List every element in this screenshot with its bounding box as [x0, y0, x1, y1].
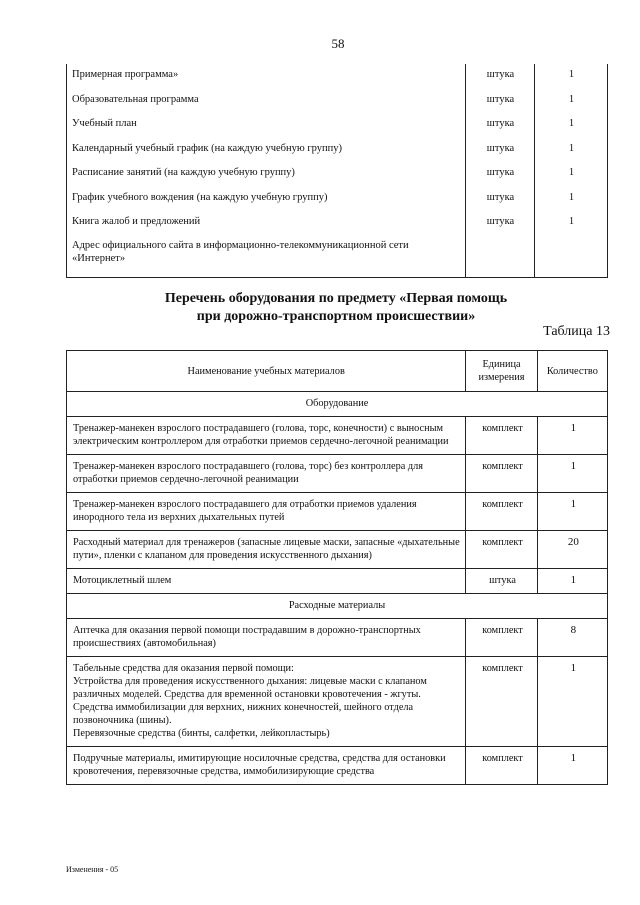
- item-qty: 1: [537, 493, 607, 531]
- item-qty: 1: [537, 747, 607, 785]
- item-qty: 1: [535, 113, 608, 138]
- item-name: Тренажер-манекен взрослого пострадавшего для отработки приемов удаления инородного тела из верхних дыхательных путей: [67, 493, 466, 531]
- item-name: Тренажер-манекен взрослого пострадавшего (голова, торс) без контроллера для отработки приемов сердечно-легочной реанимации: [67, 455, 466, 493]
- footer-note: Изменения - 05: [66, 865, 119, 874]
- item-name: [67, 657, 466, 747]
- section-title-line: при дорожно-транспортном происшествии»: [196, 309, 476, 324]
- table-row: [67, 64, 608, 89]
- table-row: [67, 493, 608, 531]
- item-name: Книга жалоб и предложений: [67, 211, 466, 236]
- page-number: 58: [331, 36, 345, 51]
- section-label: Расходные материалы: [67, 594, 608, 619]
- item-unit: комплект: [466, 417, 537, 455]
- item-unit: штука: [466, 113, 535, 138]
- item-unit: комплект: [466, 455, 537, 493]
- item-name: Примерная программа»: [67, 64, 466, 89]
- item-name: Учебный план: [67, 113, 466, 138]
- item-line: Средства иммобилизации для верхних, нижних конечностей, шейного отдела позвоночника (шины).: [73, 702, 414, 726]
- table-row: [67, 747, 608, 785]
- item-line: Табельные средства для оказания первой помощи:: [73, 663, 294, 674]
- section-title-line: Перечень оборудования по предмету «Первая помощь: [164, 291, 508, 306]
- documents-table: [66, 64, 608, 278]
- item-unit: комплект: [466, 531, 537, 569]
- equipment-table: [66, 350, 608, 785]
- header-qty: Количество: [537, 351, 607, 392]
- item-unit: комплект: [466, 619, 537, 657]
- item-qty: 1: [535, 64, 608, 89]
- item-name: Расходный материал для тренажеров (запасные лицевые маски, запасные «дыхательные пути», пленки с клапаном для проведения искусственного дыхания): [67, 531, 466, 569]
- item-qty: 1: [535, 138, 608, 163]
- item-unit: штука: [466, 187, 535, 212]
- item-unit: штука: [466, 64, 535, 89]
- table-row: [67, 417, 608, 455]
- item-name: Подручные материалы, имитирующие носилочные средства, средства для остановки кровотечения, перевязочные средства, иммобилизирующие средства: [67, 747, 466, 785]
- item-name: Образовательная программа: [67, 89, 466, 114]
- item-qty: 1: [537, 569, 607, 594]
- item-qty: 1: [535, 211, 608, 236]
- item-unit: штука: [466, 569, 537, 594]
- item-qty: 1: [535, 89, 608, 114]
- item-line: Перевязочные средства (бинты, салфетки, лейкопластырь): [73, 728, 330, 739]
- table-header-row: [67, 351, 608, 392]
- section-title: [66, 290, 606, 326]
- table-row: [67, 113, 608, 138]
- item-unit: штука: [466, 138, 535, 163]
- table-row: [67, 657, 608, 747]
- header-name: Наименование учебных материалов: [67, 351, 466, 392]
- header-unit: Единица измерения: [466, 351, 537, 392]
- item-name: Мотоциклетный шлем: [67, 569, 466, 594]
- table-row: [67, 138, 608, 163]
- item-qty: 1: [537, 455, 607, 493]
- table-row: [67, 162, 608, 187]
- item-unit: [466, 236, 535, 278]
- table-row: [67, 236, 608, 278]
- item-qty: 1: [537, 657, 607, 747]
- item-qty: 1: [537, 417, 607, 455]
- item-qty: 20: [537, 531, 607, 569]
- item-name: График учебного вождения (на каждую учебную группу): [67, 187, 466, 212]
- item-unit: комплект: [466, 493, 537, 531]
- table-row: [67, 569, 608, 594]
- item-unit: штука: [466, 89, 535, 114]
- item-unit: комплект: [466, 657, 537, 747]
- section-label: Оборудование: [67, 392, 608, 417]
- item-name: Аптечка для оказания первой помощи пострадавшим в дорожно-транспортных происшествиях (автомобильная): [67, 619, 466, 657]
- item-qty: [535, 236, 608, 278]
- section-row: [67, 594, 608, 619]
- item-unit: штука: [466, 162, 535, 187]
- item-qty: 8: [537, 619, 607, 657]
- table-row: [67, 89, 608, 114]
- item-name: Адрес официального сайта в информационно-телекоммуникационной сети «Интернет»: [67, 236, 466, 278]
- table-row: [67, 187, 608, 212]
- section-row: [67, 392, 608, 417]
- item-unit: комплект: [466, 747, 537, 785]
- item-unit: штука: [466, 211, 535, 236]
- table-row: [67, 211, 608, 236]
- item-name: Тренажер-манекен взрослого пострадавшего (голова, торс, конечности) с выносным электрическим контроллером для отработки приемов сердечно-легочной реанимации: [67, 417, 466, 455]
- item-name: Расписание занятий (на каждую учебную группу): [67, 162, 466, 187]
- item-qty: 1: [535, 162, 608, 187]
- table-row: [67, 455, 608, 493]
- table-label: Таблица 13: [543, 324, 610, 339]
- table-row: [67, 531, 608, 569]
- item-line: Устройства для проведения искусственного дыхания: лицевые маски с клапаном различных моделей. Средства для временной остановки кровотечения - жгуты.: [73, 676, 427, 700]
- table-row: [67, 619, 608, 657]
- item-name: Календарный учебный график (на каждую учебную группу): [67, 138, 466, 163]
- item-qty: 1: [535, 187, 608, 212]
